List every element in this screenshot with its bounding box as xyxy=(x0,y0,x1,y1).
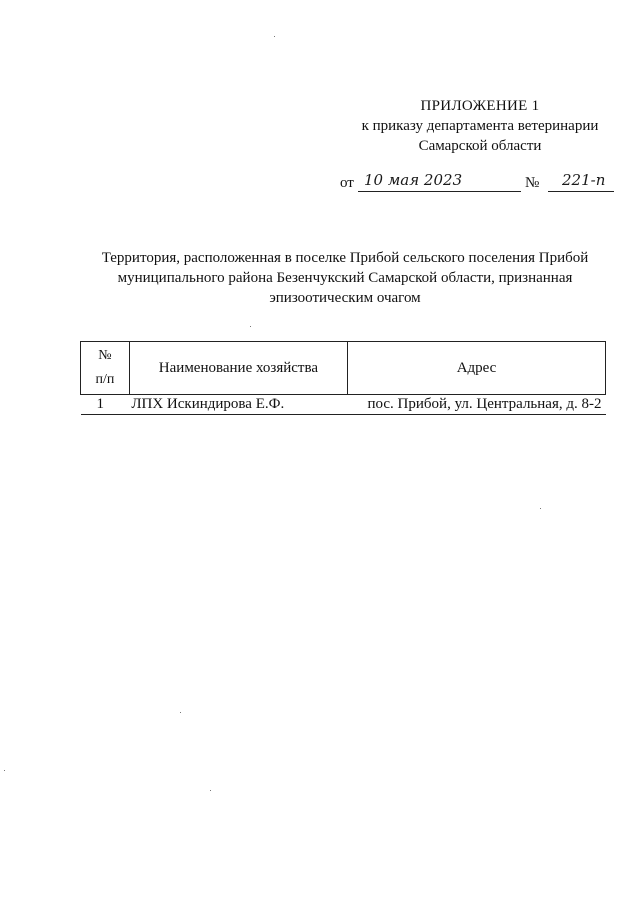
appendix-header xyxy=(330,96,630,156)
heading-line-2: муниципального района Безенчукский Самарской области, признанная xyxy=(117,270,573,286)
appendix-order-reference: к приказу департамента ветеринарии xyxy=(361,118,599,134)
document-heading xyxy=(80,248,610,308)
header-number-sign: № xyxy=(98,348,112,363)
order-date-line xyxy=(340,172,620,196)
scan-speck xyxy=(180,712,181,713)
appendix-region: Самарской области xyxy=(418,138,542,154)
order-from-label: от xyxy=(340,175,354,191)
number-underline xyxy=(548,191,614,192)
order-number-label: № xyxy=(525,175,540,191)
order-number-handwritten: 221-п xyxy=(562,171,606,189)
scan-speck xyxy=(274,36,275,37)
row-number: 1 xyxy=(81,395,130,415)
scan-speck xyxy=(210,790,211,791)
header-farm-name: Наименование хозяйства xyxy=(129,342,347,395)
date-underline xyxy=(358,191,521,192)
table-row xyxy=(81,395,606,415)
farms-table xyxy=(80,341,606,415)
scan-speck xyxy=(4,770,5,771)
appendix-title: ПРИЛОЖЕНИЕ 1 xyxy=(420,98,540,114)
row-address: пос. Прибой, ул. Центральная, д. 8-2 xyxy=(348,395,606,415)
heading-line-1: Территория, расположенная в поселке Прибой сельского поселения Прибой xyxy=(101,250,589,266)
order-date-handwritten: 10 мая 2023 xyxy=(364,171,463,189)
scan-speck xyxy=(250,326,251,327)
scan-speck xyxy=(540,508,541,509)
header-address: Адрес xyxy=(348,342,606,395)
table-header-row xyxy=(81,342,606,395)
heading-line-3: эпизоотическим очагом xyxy=(269,290,421,306)
header-number-pp: п/п xyxy=(95,372,115,387)
header-number xyxy=(81,342,130,395)
row-farm-name: ЛПХ Искиндирова Е.Ф. xyxy=(129,395,347,415)
